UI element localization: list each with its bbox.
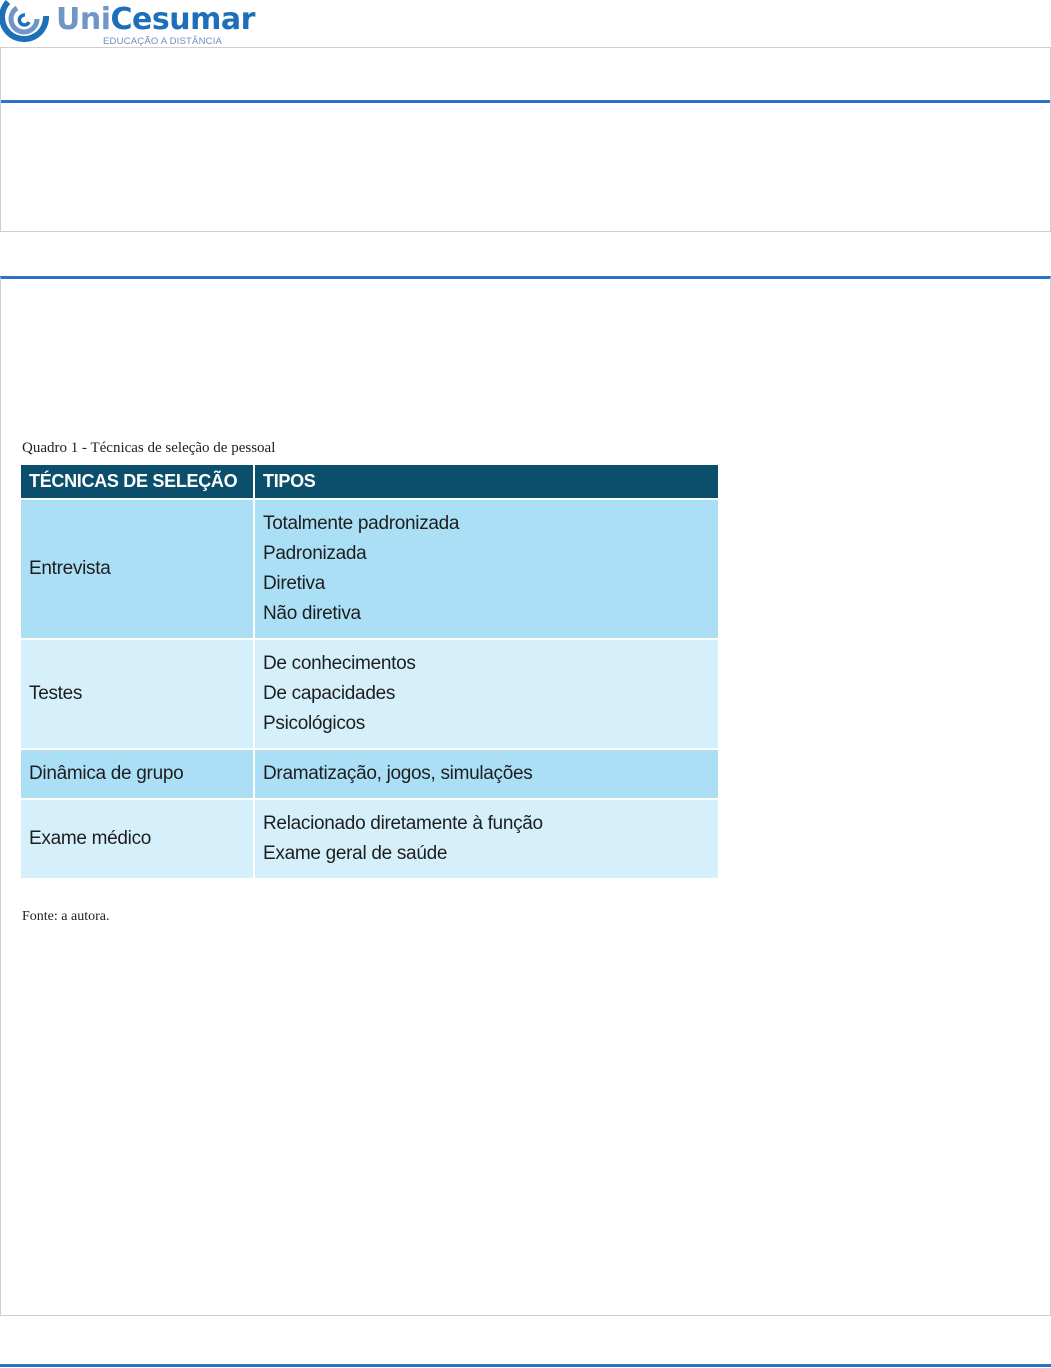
technique-cell: Dinâmica de grupo — [21, 749, 254, 799]
type-item: Padronizada — [263, 543, 367, 564]
technique-cell: Entrevista — [21, 499, 254, 639]
type-item: De conhecimentos — [263, 653, 416, 674]
table-caption: Quadro 1 - Técnicas de seleção de pessoal — [22, 440, 276, 456]
type-item: Psicológicos — [263, 713, 366, 734]
table-source: Fonte: a autora. — [22, 909, 110, 924]
type-item: Não diretiva — [263, 603, 361, 624]
selection-techniques-table — [21, 465, 718, 878]
technique-cell: Testes — [21, 639, 254, 749]
types-cell — [254, 749, 718, 799]
type-item: Totalmente padronizada — [263, 513, 460, 534]
table-row — [21, 749, 718, 799]
types-cell — [254, 639, 718, 749]
logo-tagline: EDUCAÇÃO A DISTÂNCIA — [103, 36, 223, 47]
table-header-row — [21, 465, 718, 499]
types-cell — [254, 799, 718, 878]
panel-divider — [1, 100, 1050, 103]
header-types: TIPOS — [254, 465, 718, 499]
type-item: Dramatização, jogos, simulações — [263, 763, 533, 784]
type-item: Relacionado diretamente à função — [263, 813, 543, 834]
unicesumar-logo-icon — [0, 0, 50, 46]
table-row — [21, 499, 718, 639]
type-item: Exame geral de saúde — [263, 843, 448, 864]
unicesumar-logo[interactable] — [0, 0, 255, 48]
table-row — [21, 799, 718, 878]
types-cell — [254, 499, 718, 639]
technique-cell: Exame médico — [21, 799, 254, 878]
logo-wordmark: UniCesumar — [56, 2, 255, 37]
type-item: Diretiva — [263, 573, 326, 594]
table-row — [21, 639, 718, 749]
header-techniques: TÉCNICAS DE SELEÇÃO — [21, 465, 254, 499]
top-panel — [0, 47, 1051, 232]
type-item: De capacidades — [263, 683, 396, 704]
footer-divider — [0, 1364, 1051, 1367]
page-header — [0, 0, 1051, 48]
